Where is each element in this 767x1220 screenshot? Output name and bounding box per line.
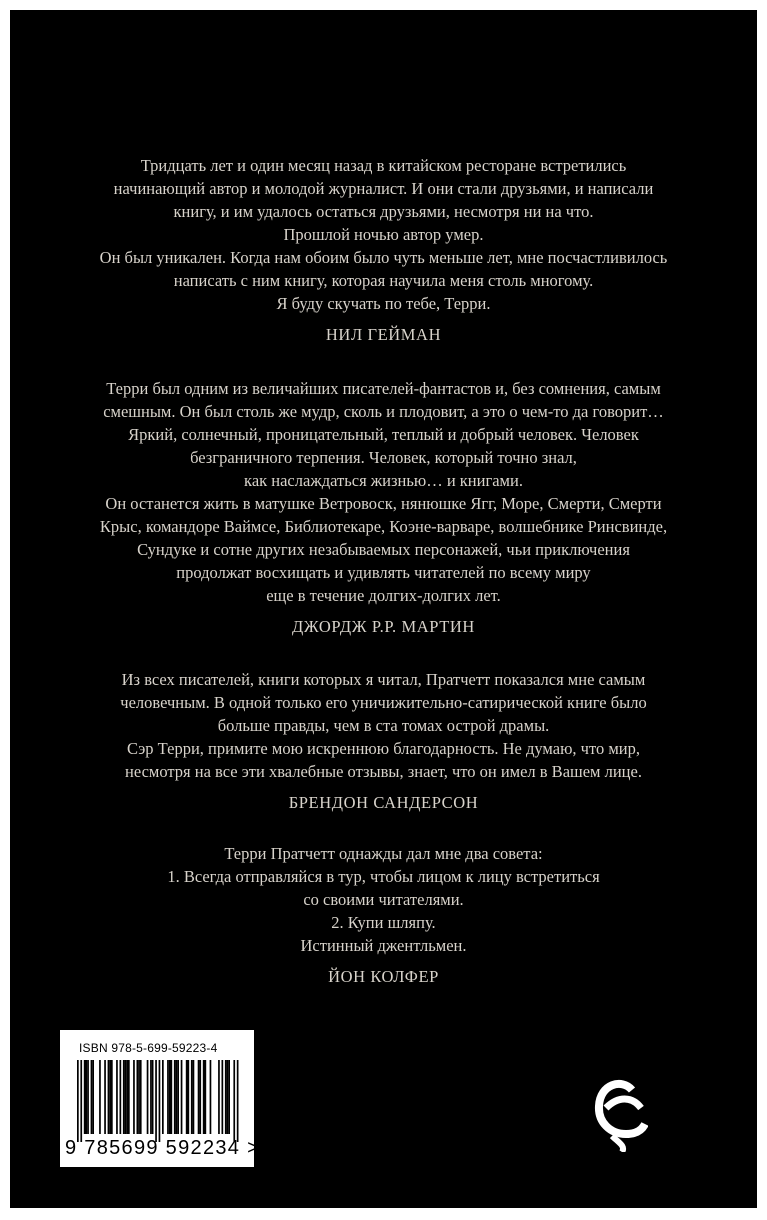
barcode-bar [237, 1060, 239, 1142]
barcode-bar [176, 1060, 178, 1134]
barcode-bar [218, 1060, 220, 1134]
barcode-bar [116, 1060, 118, 1134]
barcode-bar [125, 1060, 127, 1134]
blurb-line: со своими читателями. [303, 890, 464, 909]
barcode-bar [186, 1060, 188, 1134]
barcode-bar [77, 1060, 79, 1142]
barcode-bar [138, 1060, 140, 1134]
barcode-bar [171, 1060, 173, 1134]
blurb-line: 2. Купи шляпу. [331, 913, 436, 932]
barcode-bar [91, 1060, 93, 1134]
barcode-bar [109, 1060, 111, 1134]
blurbs-section [10, 154, 757, 988]
blurb-author: БРЕНДОН САНДЕРСОН [288, 793, 479, 812]
barcode-bar [225, 1060, 227, 1134]
barcode-bar [205, 1060, 207, 1134]
barcode-bar [228, 1060, 230, 1134]
barcode-bar [177, 1060, 179, 1134]
barcode-bar [210, 1060, 212, 1134]
blurb-line: Истинный джентльмен. [300, 936, 467, 955]
barcode-bar [133, 1060, 135, 1134]
barcode-bar [123, 1060, 125, 1134]
barcode-bar [169, 1060, 171, 1134]
isbn-barcode-label [60, 1030, 261, 1167]
blurb-line: как наслаждаться жизнью… и книгами. [244, 471, 523, 490]
barcode-bar [193, 1060, 195, 1134]
barcode-bars [71, 1060, 243, 1142]
blurb-author: ДЖОРДЖ Р.Р. МАРТИН [292, 617, 475, 636]
barcode-bar [108, 1060, 110, 1134]
blurb-colfer [10, 842, 757, 988]
barcode-bar [111, 1060, 113, 1134]
blurb-line: Я буду скучать по тебе, Терри. [276, 294, 491, 313]
blurb-line: Сундуке и сотне других незабываемых персонажей, чьи приключения [137, 540, 630, 559]
barcode-bar [181, 1060, 183, 1134]
blurb-line: человечным. В одной только его уничижительно-сатирической книге было [120, 693, 647, 712]
blurb-line: Прошлой ночью автор умер. [283, 225, 484, 244]
blurb-line: написать с ним книгу, которая научила меня столь многому. [173, 271, 594, 290]
blurb-line: начинающий автор и молодой журналист. И они стали друзьями, и написали [113, 179, 654, 198]
blurb-line: больше правды, чем в ста томах острой драмы. [217, 716, 550, 735]
barcode-bar [188, 1060, 190, 1134]
blurb-author: ЙОН КОЛФЕР [328, 967, 439, 986]
blurb-martin [10, 377, 757, 638]
barcode-bar [227, 1060, 229, 1134]
barcode-bar [87, 1060, 89, 1134]
barcode-bar [99, 1060, 101, 1134]
barcode-bar [120, 1060, 122, 1134]
blurb-line: несмотря на все эти хвалебные отзывы, знает, что он имел в Вашем лице. [125, 762, 642, 781]
barcode-bar [162, 1060, 164, 1134]
barcode-bar [140, 1060, 142, 1134]
barcode-bar [159, 1060, 161, 1142]
barcode-digits: 9 785699 592234 > [65, 1137, 261, 1159]
barcode-bar [155, 1060, 157, 1142]
barcode-bar [128, 1060, 130, 1134]
blurb-line: Яркий, солнечный, проницательный, теплый и добрый человек. Человек [128, 425, 639, 444]
barcode-bar [199, 1060, 201, 1134]
barcode-bar [126, 1060, 128, 1134]
blurb-line: книгу, и им удалось остаться друзьями, несмотря ни на что. [173, 202, 594, 221]
barcode-bar [167, 1060, 169, 1134]
blurb-sanderson [10, 668, 757, 814]
blurb-line: Он останется жить в матушке Ветровоск, нянюшке Ягг, Море, Смерти, Смерти [105, 494, 662, 513]
barcode-bar [147, 1060, 149, 1134]
barcode-bar [80, 1060, 82, 1142]
blurb-author: НИЛ ГЕЙМАН [325, 325, 442, 344]
barcode-bar [152, 1060, 154, 1134]
barcode-bar [92, 1060, 94, 1134]
blurb-line: Он был уникален. Когда нам обоим было чуть меньше лет, мне посчастливилось [99, 248, 668, 267]
barcode-bar [198, 1060, 200, 1134]
blurb-line: Из всех писателей, книги которых я читал, Пратчетт показался мне самым [121, 670, 646, 689]
barcode-bar [84, 1060, 86, 1134]
eksmo-logo-icon [592, 1074, 648, 1157]
blurb-line: Сэр Терри, примите мою искреннюю благодарность. Не думаю, что мир, [127, 739, 640, 758]
blurb-line: смешным. Он был столь же мудр, сколь и плодовит, а это о чем-то да говорит… [103, 402, 664, 421]
book-back-cover [10, 10, 757, 1208]
blurb-gaiman [10, 154, 757, 346]
spacer [10, 638, 757, 668]
blurb-line: Терри был одним из величайших писателей-фантастов и, без сомнения, самым [106, 379, 661, 398]
blurb-line: продолжат восхищать и удивлять читателей по всему миру [176, 563, 591, 582]
barcode-bar [150, 1060, 152, 1134]
blurb-line: еще в течение долгих-долгих лет. [266, 586, 501, 605]
spacer [10, 814, 757, 842]
blurb-line: безграничного терпения. Человек, который точно знал, [190, 448, 577, 467]
barcode-bar [203, 1060, 205, 1134]
blurb-line: 1. Всегда отправляйся в тур, чтобы лицом к лицу встретиться [167, 867, 600, 886]
blurb-line: Тридцать лет и один месяц назад в китайском ресторане встретились [140, 156, 627, 175]
barcode-bar [174, 1060, 176, 1134]
blurb-line: Крыс, командоре Ваймсе, Библиотекаре, Коэне-варваре, волшебнике Ринсвинде, [99, 517, 668, 536]
barcode-bar [137, 1060, 139, 1134]
barcode-bar [104, 1060, 106, 1134]
spacer [10, 346, 757, 377]
isbn-number: ISBN 978-5-699-59223-4 [79, 1041, 218, 1055]
blurb-line: Терри Пратчетт однажды дал мне два совета: [224, 844, 543, 863]
barcode-bar [86, 1060, 88, 1134]
barcode-bar [191, 1060, 193, 1134]
barcode-bar [233, 1060, 235, 1142]
barcode-bar [222, 1060, 224, 1134]
